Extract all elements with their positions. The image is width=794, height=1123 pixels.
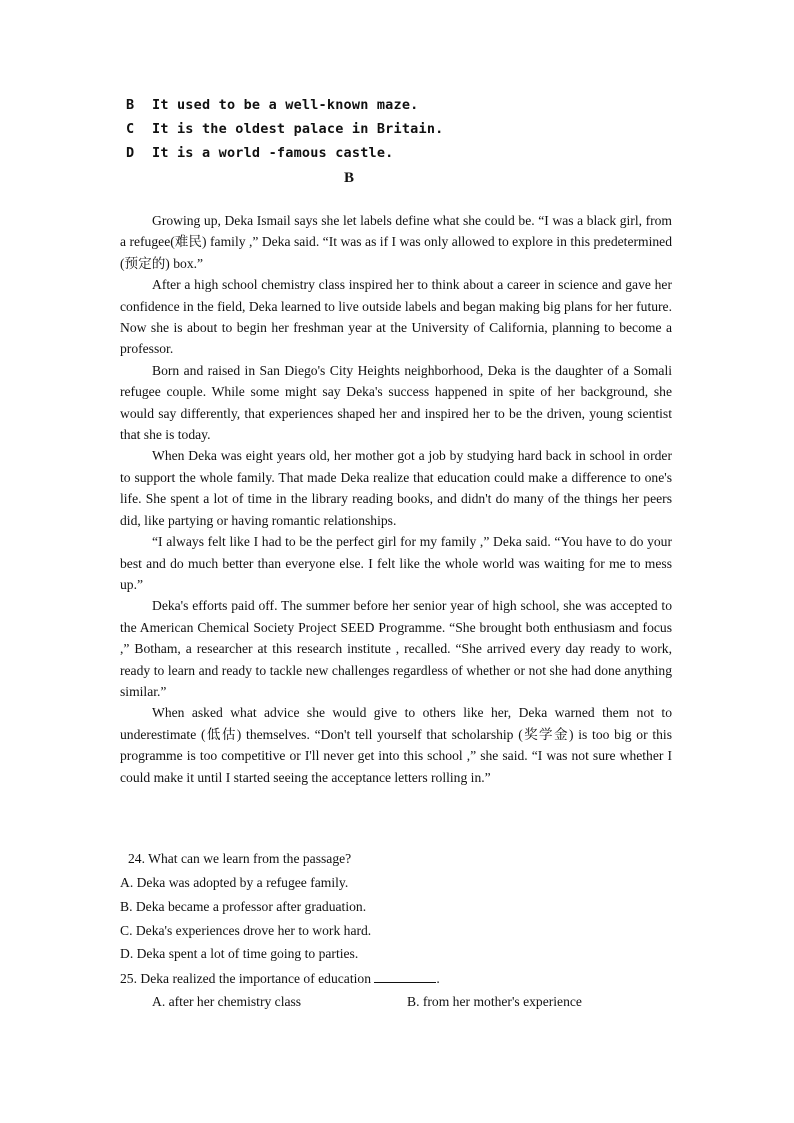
question-25-option-b: B. from her mother's experience [407, 994, 582, 1009]
question-25-stem [120, 970, 440, 987]
question-24-option-d: D. Deka spent a lot of time going to parties. [120, 946, 359, 961]
question-25-end: . [436, 971, 440, 986]
option-letter: D [126, 145, 135, 161]
option-letter: C [126, 121, 135, 137]
prev-option-b [126, 97, 419, 113]
option-letter: B [126, 97, 135, 113]
paragraph-5: “I always felt like I had to be the perfect girl for my family ,” Deka said. “You have to do your best and do much better than everyone else. I felt like the whole world was waiting for me to mess up.” [120, 534, 672, 592]
option-text: It is a world -famous castle. [152, 145, 394, 161]
question-25-text: 25. Deka realized the importance of education [120, 971, 371, 986]
question-24-option-c: C. Deka's experiences drove her to work hard. [120, 923, 372, 938]
paragraph-2: After a high school chemistry class inspired her to think about a career in science and gave her confidence in the field, Deka learned to live outside labels and began making big plans for her future. Now she is about to begin her freshman year at the University of California, planning to become a professor. [120, 277, 672, 357]
question-24-option-b: B. Deka became a professor after graduation. [120, 899, 367, 914]
paragraph-4: When Deka was eight years old, her mother got a job by studying hard back in school in order to support the whole family. That made Deka realize that education could make a difference to one's life. She spent a lot of time in the library reading books, and didn't do many of the things her peers did, like partying or having romantic relationships. [120, 448, 672, 528]
answer-blank [374, 970, 436, 983]
paragraph-1: Growing up, Deka Ismail says she let labels define what she could be. “I was a black girl, from a refugee(难民) family ,” Deka said. “It was as if I was only allowed to explore in this predetermined (预定的) box.” [120, 213, 672, 271]
prev-option-d [126, 145, 394, 161]
paragraph-6: Deka's efforts paid off. The summer before her senior year of high school, she was accepted to the American Chemical Society Project SEED Programme. “She brought both enthusiasm and focus ,” Botham, a researcher at this research institute , recalled. “She arrived every day ready to work, ready to learn and ready to tackle new challenges regardless of whether or not she had done anything similar.” [120, 598, 672, 699]
option-text: It is the oldest palace in Britain. [152, 121, 444, 137]
question-24-option-a: A. Deka was adopted by a refugee family. [120, 875, 349, 890]
section-label: B [344, 170, 355, 186]
question-24-stem: 24. What can we learn from the passage? [128, 851, 352, 866]
reading-passage [120, 210, 672, 788]
option-text: It used to be a well-known maze. [152, 97, 419, 113]
paragraph-3: Born and raised in San Diego's City Heights neighborhood, Deka is the daughter of a Somali refugee couple. While some might say Deka's success happened in spite of her background, she would say differently, that experiences shaped her and inspired her to be the driven, young scientist that she is today. [120, 362, 672, 443]
prev-option-c [126, 121, 443, 137]
question-25-option-a: A. after her chemistry class [152, 994, 302, 1009]
paragraph-7: When asked what advice she would give to others like her, Deka warned them not to underestimate (低估) themselves. “Don't tell yourself that scholarship (奖学金) is too big or this programme is too competitive or I'll never get into this school ,” she said. “I was not sure whether I could make it until I started seeing the acceptance letters rolling in.” [120, 705, 672, 785]
